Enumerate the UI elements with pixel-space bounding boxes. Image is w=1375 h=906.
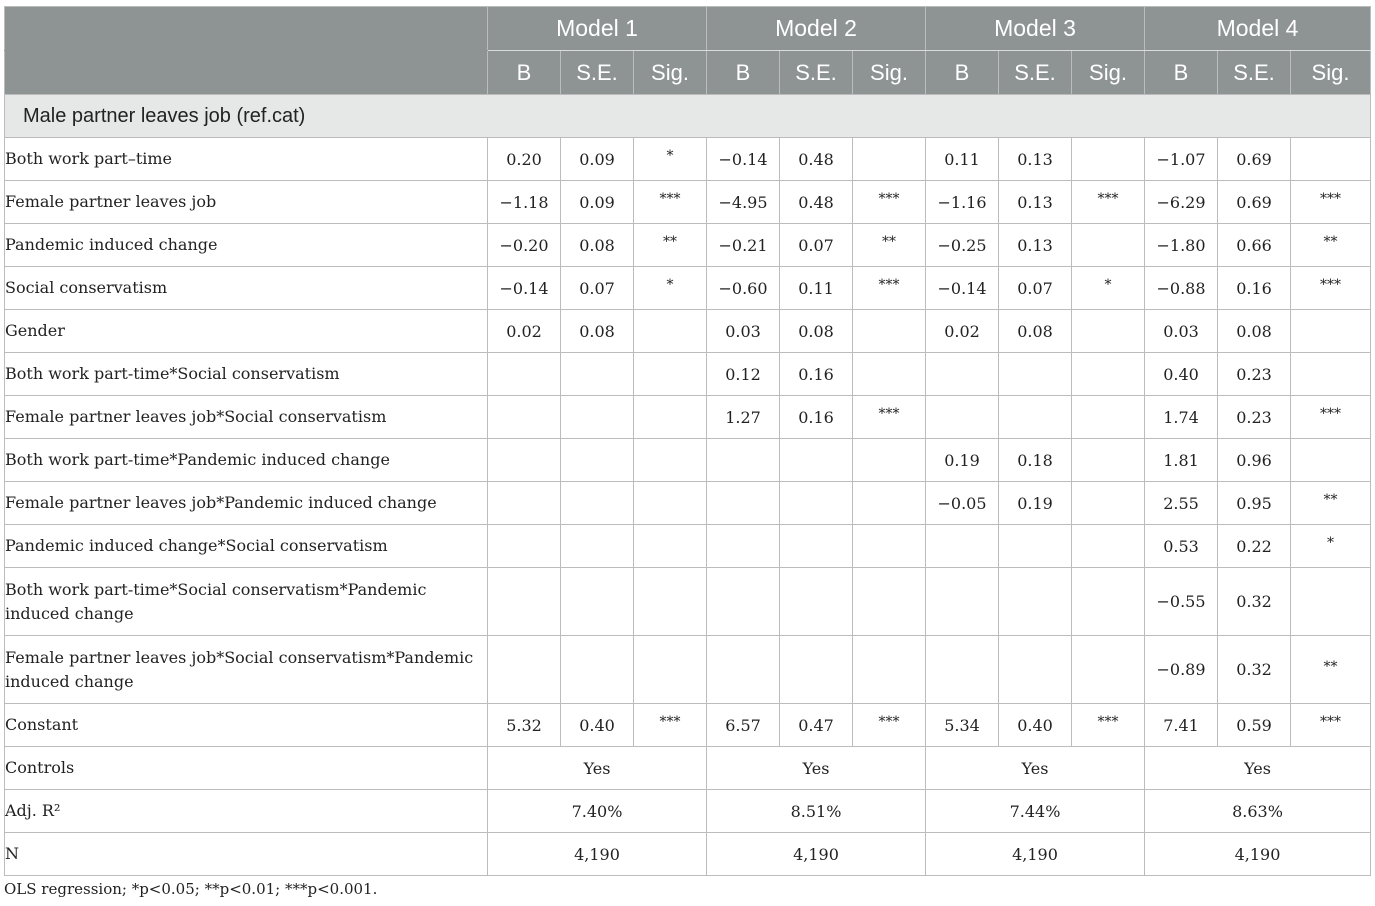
coef-cell: [926, 636, 999, 704]
coef-cell: −0.14: [926, 267, 999, 310]
sig-cell: [1291, 482, 1371, 525]
se-cell: 0.69: [1218, 138, 1291, 181]
se-cell: 0.08: [780, 310, 853, 353]
se-cell: 0.40: [561, 704, 634, 747]
model-2-header: Model 2: [707, 7, 926, 51]
table-row: [5, 224, 1371, 267]
se-cell: [561, 439, 634, 482]
summary-value: 8.63%: [1145, 790, 1371, 833]
se-cell: [780, 525, 853, 568]
summary-row: [5, 747, 1371, 790]
sig-stars: ***: [878, 277, 900, 293]
section-title: Male partner leaves job (ref.cat): [5, 95, 1371, 138]
coef-cell: [926, 525, 999, 568]
sig-cell: [853, 439, 926, 482]
coef-cell: 5.34: [926, 704, 999, 747]
coef-cell: 0.03: [707, 310, 780, 353]
sig-cell: [634, 267, 707, 310]
coef-cell: −0.20: [488, 224, 561, 267]
col-se: S.E.: [1218, 51, 1291, 95]
coef-cell: −0.14: [707, 138, 780, 181]
se-cell: 0.69: [1218, 181, 1291, 224]
coef-cell: 5.32: [488, 704, 561, 747]
sig-stars: **: [1323, 492, 1338, 508]
sig-stars: ***: [878, 406, 900, 422]
row-label: Female partner leaves job*Pandemic induced change: [5, 482, 488, 525]
sig-cell: [634, 704, 707, 747]
se-cell: 0.09: [561, 181, 634, 224]
se-cell: [999, 353, 1072, 396]
se-cell: 0.08: [999, 310, 1072, 353]
se-cell: 0.09: [561, 138, 634, 181]
se-cell: 0.13: [999, 224, 1072, 267]
model-3-header: Model 3: [926, 7, 1145, 51]
se-cell: 0.32: [1218, 636, 1291, 704]
se-cell: 0.59: [1218, 704, 1291, 747]
coef-cell: −4.95: [707, 181, 780, 224]
coef-cell: −0.21: [707, 224, 780, 267]
coef-cell: [488, 568, 561, 636]
se-cell: 0.11: [780, 267, 853, 310]
sig-cell: [1072, 353, 1145, 396]
sig-cell: [634, 310, 707, 353]
coef-cell: −0.55: [1145, 568, 1218, 636]
sig-cell: [853, 636, 926, 704]
row-label: Both work part–time: [5, 138, 488, 181]
coef-cell: [707, 525, 780, 568]
row-label: Pandemic induced change: [5, 224, 488, 267]
table-row: [5, 353, 1371, 396]
sig-cell: [1291, 310, 1371, 353]
table-row: [5, 636, 1371, 704]
sig-cell: [634, 568, 707, 636]
se-cell: [780, 482, 853, 525]
sig-cell: [1291, 267, 1371, 310]
table-row: [5, 704, 1371, 747]
sig-cell: [634, 439, 707, 482]
sig-cell: [853, 224, 926, 267]
sig-cell: [1072, 181, 1145, 224]
coef-cell: 0.02: [488, 310, 561, 353]
subcolumn-header-row: [5, 51, 1371, 95]
se-cell: 0.48: [780, 138, 853, 181]
coef-cell: [488, 525, 561, 568]
coef-cell: 0.11: [926, 138, 999, 181]
row-label: Female partner leaves job: [5, 181, 488, 224]
summary-value: 4,190: [1145, 833, 1371, 876]
sig-stars: ***: [1097, 191, 1119, 207]
se-cell: 0.16: [780, 396, 853, 439]
summary-value: 7.44%: [926, 790, 1145, 833]
coef-cell: 0.12: [707, 353, 780, 396]
coef-cell: 1.27: [707, 396, 780, 439]
se-cell: 0.66: [1218, 224, 1291, 267]
summary-value: 4,190: [926, 833, 1145, 876]
coef-cell: −0.14: [488, 267, 561, 310]
sig-cell: [1072, 267, 1145, 310]
se-cell: 0.40: [999, 704, 1072, 747]
coef-cell: 7.41: [1145, 704, 1218, 747]
se-cell: [780, 568, 853, 636]
se-cell: 0.32: [1218, 568, 1291, 636]
row-label: Pandemic induced change*Social conservatism: [5, 525, 488, 568]
sig-cell: [853, 181, 926, 224]
se-cell: 0.13: [999, 181, 1072, 224]
sig-cell: [853, 310, 926, 353]
sig-cell: [634, 138, 707, 181]
coef-cell: −1.18: [488, 181, 561, 224]
sig-stars: *: [1327, 535, 1334, 551]
summary-value: 7.40%: [488, 790, 707, 833]
footnote: OLS regression; *p<0.05; **p<0.01; ***p<0.001.: [4, 880, 378, 898]
col-b: B: [707, 51, 780, 95]
summary-row: [5, 790, 1371, 833]
table-row: [5, 525, 1371, 568]
coef-cell: [488, 396, 561, 439]
se-cell: [780, 636, 853, 704]
header-corner-lower: [5, 51, 488, 95]
sig-stars: *: [1104, 277, 1112, 293]
se-cell: [780, 439, 853, 482]
coef-cell: [488, 482, 561, 525]
sig-stars: ***: [659, 191, 681, 207]
se-cell: [999, 396, 1072, 439]
sig-cell: [1072, 568, 1145, 636]
section-row: [5, 95, 1371, 138]
sig-cell: [1291, 138, 1371, 181]
coef-cell: [926, 396, 999, 439]
col-se: S.E.: [561, 51, 634, 95]
sig-cell: [634, 482, 707, 525]
table-row: [5, 439, 1371, 482]
table-row: [5, 138, 1371, 181]
se-cell: 0.07: [780, 224, 853, 267]
coef-cell: −1.80: [1145, 224, 1218, 267]
summary-value: 4,190: [488, 833, 707, 876]
sig-cell: [853, 396, 926, 439]
se-cell: 0.07: [561, 267, 634, 310]
row-label: Social conservatism: [5, 267, 488, 310]
coef-cell: −0.60: [707, 267, 780, 310]
row-label: Both work part-time*Social conservatism*Pandemic induced change: [5, 568, 488, 636]
sig-cell: [1072, 310, 1145, 353]
table-row: [5, 568, 1371, 636]
coef-cell: [926, 568, 999, 636]
coef-cell: 1.74: [1145, 396, 1218, 439]
coef-cell: −1.16: [926, 181, 999, 224]
se-cell: [561, 636, 634, 704]
se-cell: [999, 568, 1072, 636]
model-header-row: [5, 7, 1371, 51]
sig-cell: [634, 353, 707, 396]
row-label: Female partner leaves job*Social conservatism: [5, 396, 488, 439]
summary-value: Yes: [1145, 747, 1371, 790]
table-row: [5, 310, 1371, 353]
row-label: Gender: [5, 310, 488, 353]
sig-cell: [853, 138, 926, 181]
sig-stars: ***: [878, 191, 900, 207]
sig-stars: *: [666, 277, 674, 293]
sig-cell: [853, 267, 926, 310]
sig-stars: **: [1323, 658, 1338, 675]
se-cell: 0.23: [1218, 396, 1291, 439]
coef-cell: 0.20: [488, 138, 561, 181]
col-se: S.E.: [780, 51, 853, 95]
coef-cell: −6.29: [1145, 181, 1218, 224]
table-row: [5, 181, 1371, 224]
se-cell: [561, 525, 634, 568]
col-b: B: [1145, 51, 1218, 95]
coef-cell: [707, 568, 780, 636]
coef-cell: −0.88: [1145, 267, 1218, 310]
coef-cell: 0.19: [926, 439, 999, 482]
row-label: Constant: [5, 704, 488, 747]
sig-cell: [634, 396, 707, 439]
se-cell: [999, 636, 1072, 704]
se-cell: 0.96: [1218, 439, 1291, 482]
summary-value: Yes: [488, 747, 707, 790]
coef-cell: −1.07: [1145, 138, 1218, 181]
coef-cell: [707, 482, 780, 525]
se-cell: 0.16: [780, 353, 853, 396]
sig-cell: [1072, 704, 1145, 747]
coef-cell: [488, 439, 561, 482]
se-cell: [561, 568, 634, 636]
table-row: [5, 482, 1371, 525]
se-cell: 0.08: [561, 224, 634, 267]
row-label: Both work part-time*Pandemic induced change: [5, 439, 488, 482]
coef-cell: −0.05: [926, 482, 999, 525]
sig-stars: ***: [1097, 714, 1119, 730]
sig-cell: [853, 525, 926, 568]
se-cell: 0.19: [999, 482, 1072, 525]
coef-cell: 0.53: [1145, 525, 1218, 568]
table-body: [5, 95, 1371, 876]
row-label: Controls: [5, 747, 488, 790]
sig-cell: [853, 704, 926, 747]
summary-value: 8.51%: [707, 790, 926, 833]
se-cell: 0.22: [1218, 525, 1291, 568]
col-b: B: [488, 51, 561, 95]
sig-cell: [1291, 704, 1371, 747]
coef-cell: [488, 636, 561, 704]
se-cell: 0.48: [780, 181, 853, 224]
se-cell: [561, 353, 634, 396]
sig-cell: [1072, 525, 1145, 568]
sig-cell: [1291, 568, 1371, 636]
coef-cell: −0.89: [1145, 636, 1218, 704]
sig-cell: [1291, 636, 1371, 704]
summary-row: [5, 833, 1371, 876]
summary-value: 4,190: [707, 833, 926, 876]
sig-cell: [1072, 396, 1145, 439]
table-row: [5, 267, 1371, 310]
se-cell: 0.47: [780, 704, 853, 747]
se-cell: 0.07: [999, 267, 1072, 310]
sig-cell: [853, 353, 926, 396]
coef-cell: 0.03: [1145, 310, 1218, 353]
sig-cell: [1072, 439, 1145, 482]
coef-cell: 0.02: [926, 310, 999, 353]
sig-stars: ***: [659, 714, 681, 730]
col-sig: Sig.: [853, 51, 926, 95]
coef-cell: 6.57: [707, 704, 780, 747]
summary-value: Yes: [926, 747, 1145, 790]
sig-cell: [853, 568, 926, 636]
sig-stars: **: [882, 234, 896, 250]
sig-cell: [1072, 482, 1145, 525]
col-sig: Sig.: [634, 51, 707, 95]
sig-stars: **: [1323, 234, 1338, 250]
se-cell: [561, 396, 634, 439]
se-cell: 0.13: [999, 138, 1072, 181]
se-cell: [999, 525, 1072, 568]
row-label: N: [5, 833, 488, 876]
col-se: S.E.: [999, 51, 1072, 95]
coef-cell: 0.40: [1145, 353, 1218, 396]
sig-cell: [1072, 224, 1145, 267]
sig-cell: [634, 525, 707, 568]
sig-stars: *: [666, 148, 674, 164]
model-4-header: Model 4: [1145, 7, 1371, 51]
sig-stars: **: [663, 234, 677, 250]
table-row: [5, 396, 1371, 439]
sig-cell: [634, 224, 707, 267]
se-cell: 0.16: [1218, 267, 1291, 310]
header-corner: [5, 7, 488, 51]
coef-cell: −0.25: [926, 224, 999, 267]
col-sig: Sig.: [1072, 51, 1145, 95]
sig-cell: [1291, 525, 1371, 568]
sig-stars: ***: [1320, 277, 1341, 293]
sig-cell: [853, 482, 926, 525]
sig-cell: [1072, 138, 1145, 181]
row-label: Adj. R²: [5, 790, 488, 833]
sig-stars: ***: [1320, 191, 1341, 207]
row-label: Female partner leaves job*Social conservatism*Pandemic induced change: [5, 636, 488, 704]
sig-cell: [1291, 396, 1371, 439]
sig-cell: [1072, 636, 1145, 704]
col-b: B: [926, 51, 999, 95]
se-cell: [561, 482, 634, 525]
sig-stars: ***: [1320, 406, 1341, 422]
sig-cell: [634, 636, 707, 704]
coef-cell: [926, 353, 999, 396]
sig-cell: [1291, 353, 1371, 396]
coef-cell: 1.81: [1145, 439, 1218, 482]
sig-cell: [1291, 224, 1371, 267]
sig-cell: [634, 181, 707, 224]
sig-cell: [1291, 439, 1371, 482]
regression-table: [4, 6, 1371, 876]
se-cell: 0.23: [1218, 353, 1291, 396]
sig-cell: [1291, 181, 1371, 224]
se-cell: 0.08: [561, 310, 634, 353]
row-label: Both work part-time*Social conservatism: [5, 353, 488, 396]
coef-cell: [488, 353, 561, 396]
col-sig: Sig.: [1291, 51, 1371, 95]
summary-value: Yes: [707, 747, 926, 790]
sig-stars: ***: [1320, 714, 1341, 730]
coef-cell: 2.55: [1145, 482, 1218, 525]
model-1-header: Model 1: [488, 7, 707, 51]
se-cell: 0.95: [1218, 482, 1291, 525]
coef-cell: [707, 636, 780, 704]
coef-cell: [707, 439, 780, 482]
se-cell: 0.08: [1218, 310, 1291, 353]
sig-stars: ***: [878, 714, 900, 730]
se-cell: 0.18: [999, 439, 1072, 482]
